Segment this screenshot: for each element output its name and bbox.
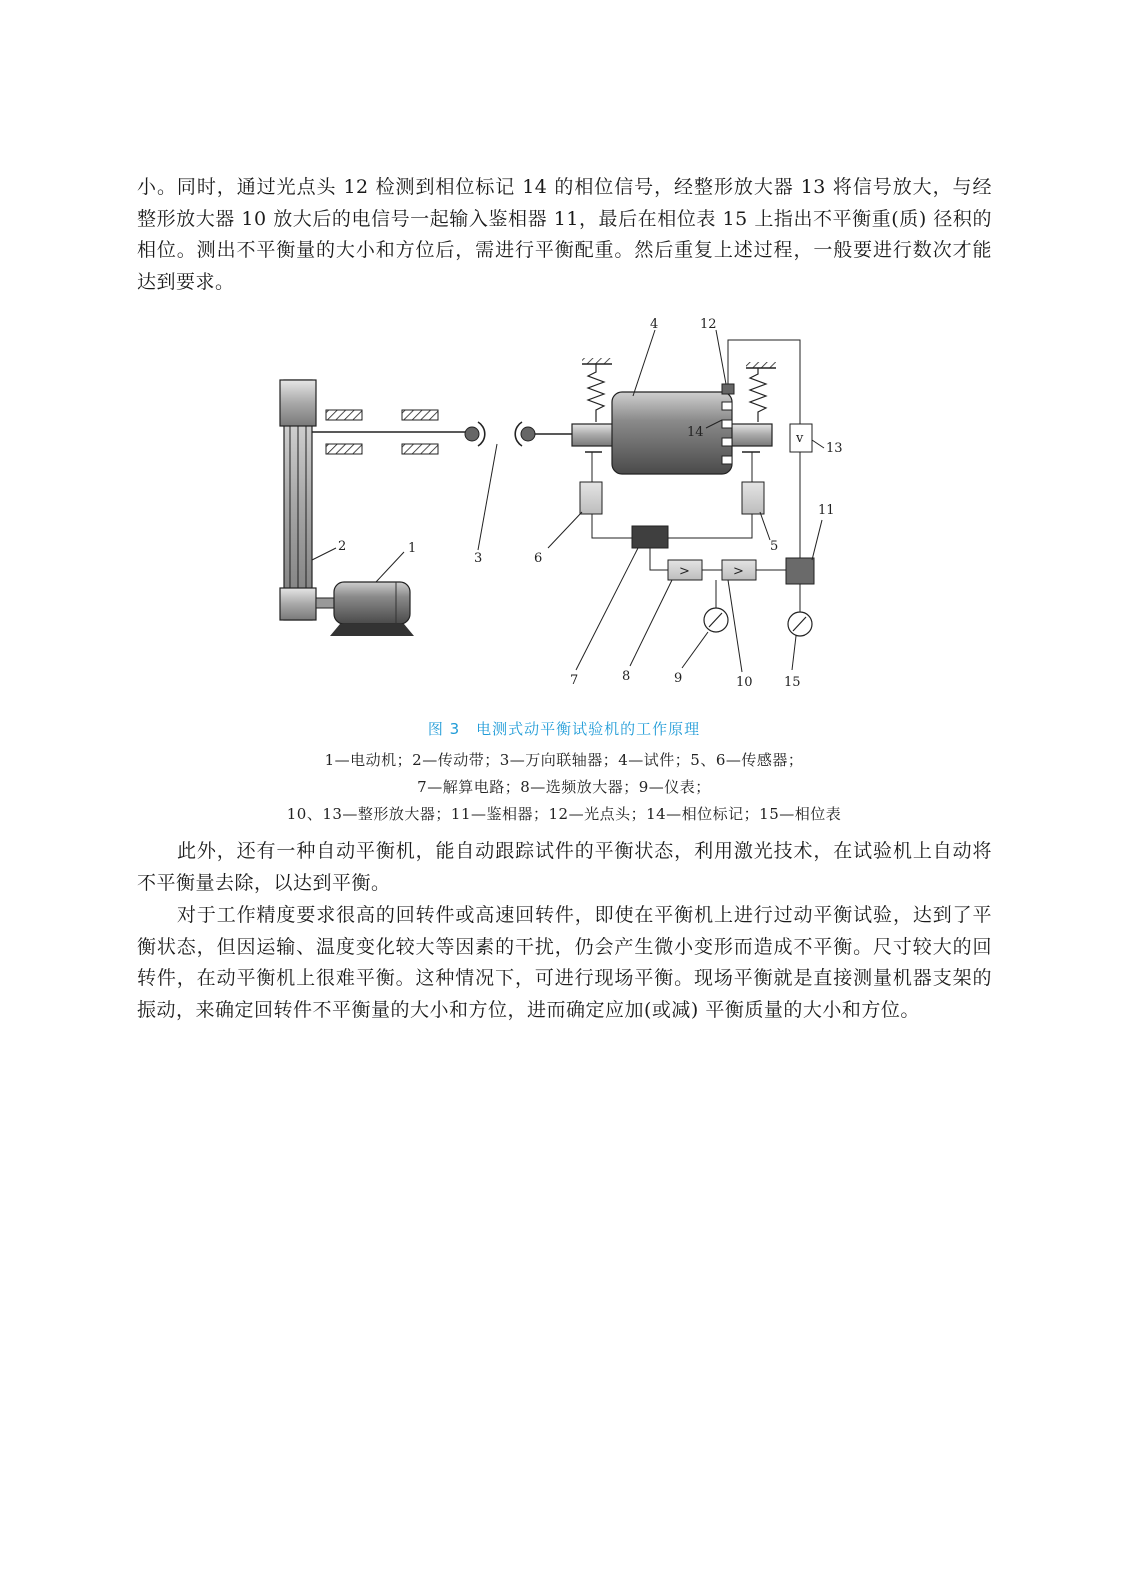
label-8: 8 (622, 669, 631, 684)
balancing-machine-diagram (270, 308, 843, 693)
label-11: 11 (818, 503, 835, 518)
amp-symbol-8: > (679, 564, 690, 579)
label-6: 6 (534, 551, 543, 566)
label-4: 4 (650, 317, 659, 332)
belt-drive (280, 380, 316, 620)
label-15: 15 (784, 675, 801, 690)
paragraph-3: 对于工作精度要求很高的回转件或高速回转件，即使在平衡机上进行过动平衡试验，达到了平衡状态，但因运输、温度变化较大等因素的干扰，仍会产生微小变形而造成不平衡。尺寸较大的回转件，在动平衡机上很难平衡。这种情况下，可进行现场平衡。现场平衡就是直接测量机器支架的振动，来确定回转件不平衡量的大小和方位，进而确定应加(或减) 平衡质量的大小和方位。 (137, 904, 992, 1021)
figure-legend-line-1: 1—电动机；2—传动带；3—万向联轴器；4—试件；5、6—传感器； (324, 751, 804, 769)
figure-legend-line-3: 10、13—整形放大器；11—鉴相器；12—光点头；14—相位标记；15—相位表 (286, 805, 842, 823)
label-10: 10 (736, 675, 753, 690)
figure-caption-title: 图 3 电测式动平衡试验机的工作原理 (427, 720, 701, 738)
electric-motor (316, 582, 414, 636)
label-14: 14 (687, 425, 704, 440)
meters (682, 608, 812, 670)
paragraph-2: 此外，还有一种自动平衡机，能自动跟踪试件的平衡状态，利用激光技术，在试验机上自动将不平衡量去除，以达到平衡。 (137, 840, 992, 894)
signal-chain (576, 520, 822, 672)
label-1: 1 (408, 541, 417, 556)
bearing-supports (312, 410, 474, 454)
paragraph-1: 小。同时，通过光点头 12 检测到相位标记 14 的相位信号，经整形放大器 13 将信号放大，与经整形放大器 10 放大后的电信号一起输入鉴相器 11，最后在相位表 15 上指出不平衡重(质) 径积的相位。测出不平衡量的大小和方位后，需进行平衡配重。然后重复上述过程，一般要进行数次才能达到要求。 (137, 176, 992, 293)
universal-coupling (465, 422, 572, 550)
label-9: 9 (674, 671, 683, 686)
label-3: 3 (474, 551, 483, 566)
label-2: 2 (338, 539, 347, 554)
label-13: 13 (826, 441, 843, 456)
shaper-symbol-13: v (796, 431, 804, 446)
label-5: 5 (770, 539, 779, 554)
label-7: 7 (570, 673, 579, 688)
figure-legend-line-2: 7—解算电路；8—选频放大器；9—仪表； (417, 778, 711, 796)
label-12: 12 (700, 317, 717, 332)
amp-symbol-10: > (733, 564, 744, 579)
